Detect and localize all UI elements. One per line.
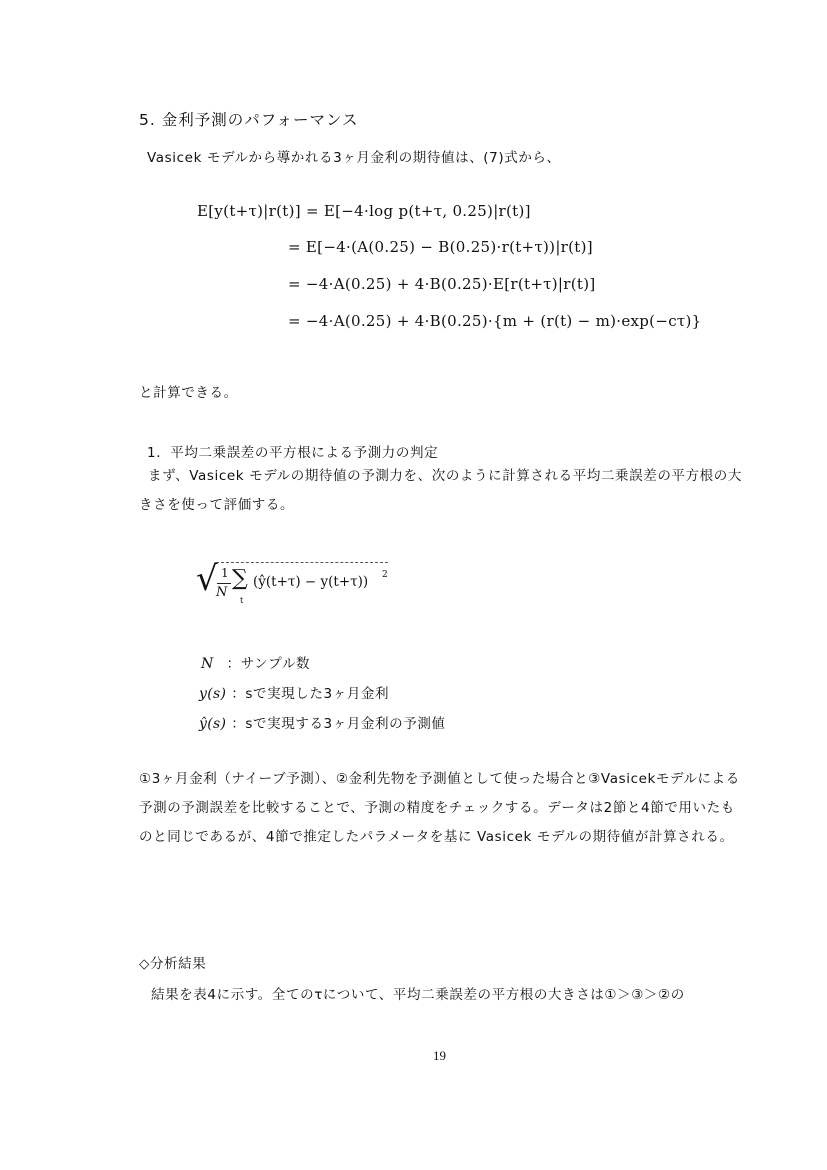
- equation-line-1: E[y(t+τ)|r(t)] = E[−4·log p(t+τ, 0.25)|r(t)]: [197, 202, 531, 220]
- definition-symbol: ŷ(s): [199, 716, 227, 732]
- sqrt-sign: √: [196, 559, 218, 599]
- section-intro: Vasicek モデルから導かれる3ヶ月金利の期待値は、(7)式から、: [147, 150, 561, 166]
- analysis-title: ◇分析結果: [139, 956, 207, 972]
- sqrt-overline: [216, 562, 388, 563]
- definition-desc: ：サンプル数: [226, 656, 311, 672]
- rmse-body: (ŷ(t+τ) − y(t+τ)): [253, 574, 369, 590]
- after-equations-text: と計算できる。: [139, 385, 238, 401]
- fraction-denominator: N: [216, 585, 228, 600]
- equation-line-2: = E[−4·(A(0.25) − B(0.25)·r(t+τ))|r(t)]: [288, 238, 593, 256]
- definition-symbol: y(s): [199, 686, 227, 702]
- rmse-formula: [196, 552, 396, 612]
- rmse-exponent: 2: [382, 570, 388, 580]
- sum-symbol: ∑: [232, 566, 248, 591]
- definition-desc: ：sで実現する3ヶ月金利の予測値: [231, 716, 446, 732]
- equation-line-4: = −4·A(0.25) + 4·B(0.25)·{m + (r(t) − m)·exp(−cτ)}: [288, 312, 702, 330]
- definition-y: [199, 682, 389, 702]
- fraction-numerator: 1: [221, 566, 229, 580]
- section-title: 5. 金利予測のパフォーマンス: [139, 111, 359, 129]
- subsection-title: 1．平均二乗誤差の平方根による予測力の判定: [147, 445, 439, 461]
- comparison-paragraph: ①3ヶ月金利（ナイーブ予測）、②金利先物を予測値として使った場合と③Vasicekモデルによる予測の予測誤差を比較することで、予測の精度をチェックする。データは2節と4節で用いたものと同じであるが、4節で推定したパラメータを基に Vasicek モデルの期待値が計算される。: [139, 771, 740, 845]
- page-number: 19: [433, 1048, 446, 1063]
- fraction-bar: [217, 583, 231, 584]
- definition-yhat: [199, 712, 446, 732]
- definition-n: [201, 652, 310, 672]
- definition-desc: ：sで実現した3ヶ月金利: [231, 686, 390, 702]
- subsection-text: まず、Vasicek モデルの期待値の予測力を、次のように計算される平均二乗誤差の平方根の大きさを使って評価する。: [139, 468, 742, 513]
- sum-index: t: [240, 596, 244, 605]
- analysis-text: 結果を表4に示す。全てのτについて、平均二乗誤差の平方根の大きさは①＞③＞②の: [151, 987, 685, 1003]
- equation-line-3: = −4·A(0.25) + 4·B(0.25)·E[r(t+τ)|r(t)]: [288, 275, 596, 293]
- definition-symbol: N: [201, 656, 214, 672]
